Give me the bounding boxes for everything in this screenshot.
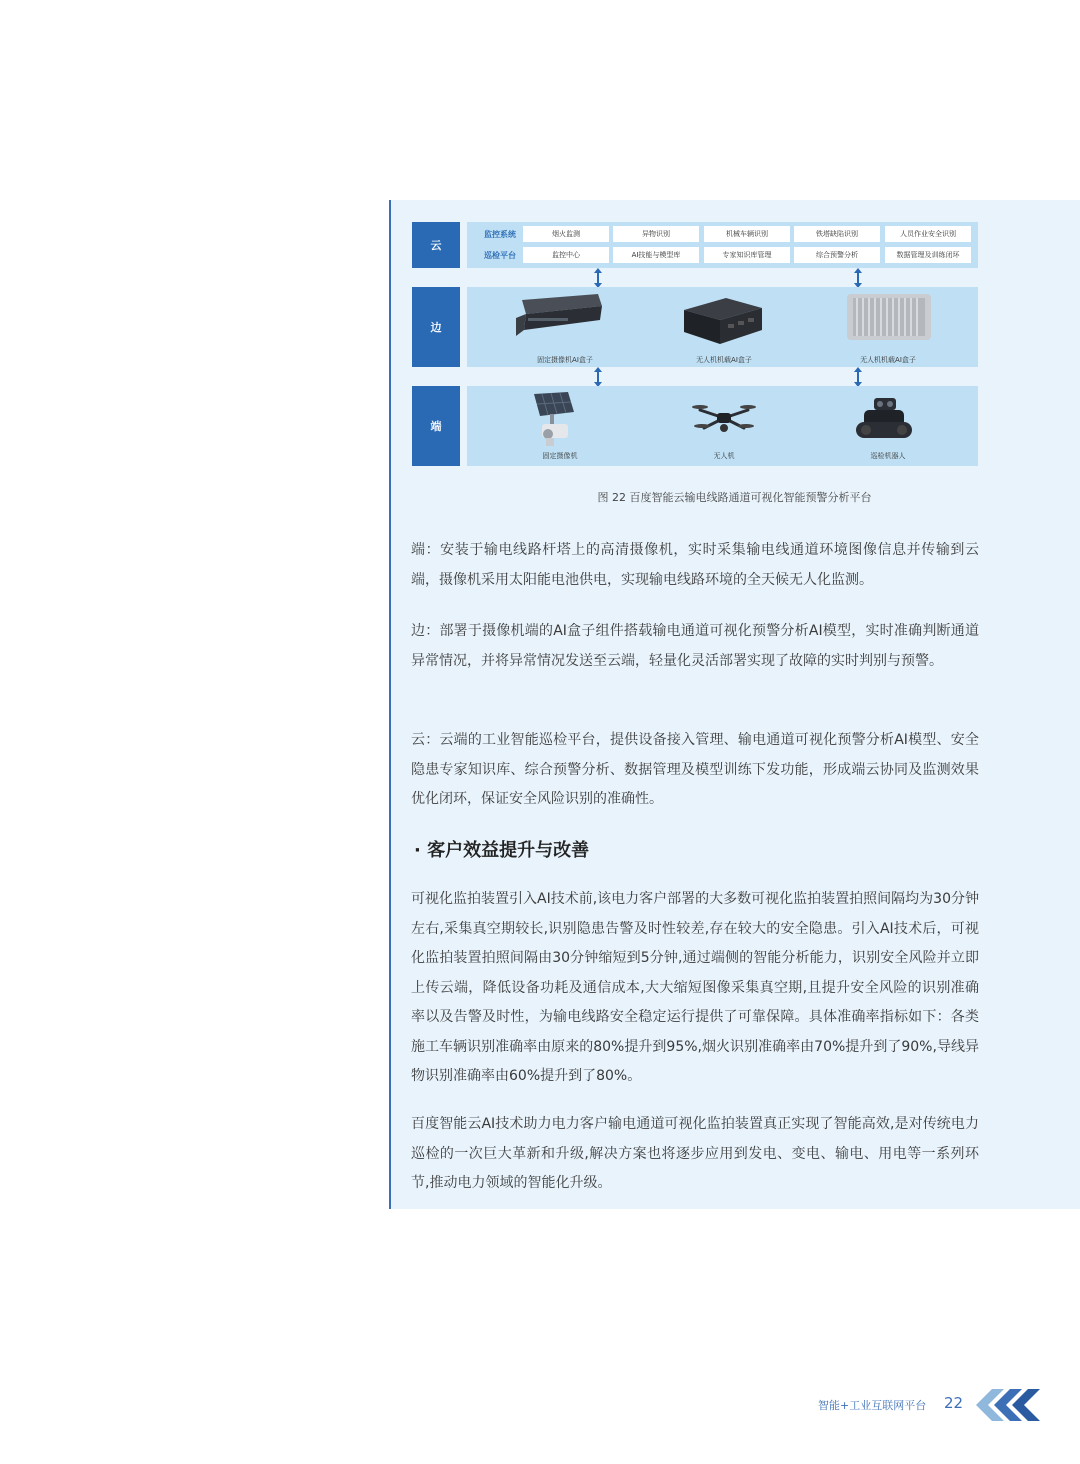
cloud-cell: 异物识别 (613, 226, 699, 242)
page-number: 22 (944, 1394, 964, 1412)
cloud-cell: 机械车辆识别 (704, 226, 790, 242)
edge-device-label: 无人机机载AI盒子 (696, 356, 752, 364)
aluminum-box-icon (843, 290, 935, 346)
paragraph-benefit: 可视化监拍装置引入AI技术前,该电力客户部署的大多数可视化监拍装置拍照间隔均为30分钟左右,采集真空期较长,识别隐患告警及时性较差,存在较大的安全隐患。引入AI技术后，可视化监拍装置拍照间隔由30分钟缩短到5分钟,通过端侧的智能分析能力，识别安全风险并立即上传云端，降低设备功耗及通信成本,大大缩短图像采集真空期,且提升安全风险的识别准确率以及告警及时性，为输电线路安全稳定运行提供了可靠保障。具体准确率指标如下：各类施工车辆识别准确率由原来的80%提升到95%,烟火识别准确率由70%提升到了90%,导线异物识别准确率由60%提升到了80%。 (411, 891, 979, 1084)
end-device-label: 固定摄像机 (542, 452, 578, 460)
tier-label-end: 端 (412, 386, 460, 466)
paragraph-end: 端：安装于输电线路杆塔上的高清摄像机，实时采集输电线通道环境图像信息并传输到云端，摄像机采用太阳能电池供电，实现输电线路环境的全天候无人化监测。 (411, 542, 979, 588)
section-title: · 客户效益提升与改善 (414, 840, 590, 861)
cloud-cell: 烟火监测 (523, 226, 609, 242)
double-arrow-icon (853, 367, 863, 387)
end-device-label: 无人机 (713, 452, 735, 460)
footer-label: 智能+工业互联网平台 (818, 1399, 927, 1412)
edge-device-label: 无人机机载AI盒子 (860, 356, 916, 364)
paragraph-conclusion: 百度智能云AI技术助力电力客户输电通道可视化监拍装置真正实现了智能高效,是对传统电力巡检的一次巨大革新和升级,解决方案也将逐步应用到发电、变电、输电、用电等一系列环节,推动电力领域的智能化升级。 (411, 1116, 979, 1191)
rack-server-icon (514, 292, 604, 348)
cloud-cell: 铁塔缺陷识别 (794, 226, 880, 242)
chevrons-logo-icon (976, 1389, 1052, 1421)
edge-box-icon (680, 294, 766, 348)
tier-label-cloud: 云 (412, 222, 460, 268)
edge-device-label: 固定摄像机AI盒子 (537, 356, 593, 364)
double-arrow-icon (853, 268, 863, 288)
cloud-cell: AI技能与模型库 (613, 247, 699, 263)
cloud-cell: 综合预警分析 (794, 247, 880, 263)
double-arrow-icon (593, 367, 603, 387)
solar-camera-icon (528, 390, 580, 448)
tier-label-edge: 边 (412, 287, 460, 367)
cloud-cell: 监控中心 (523, 247, 609, 263)
paragraph-edge: 边：部署于摄像机端的AI盒子组件搭载输电通道可视化预警分析AI模型，实时准确判断通道异常情况，并将异常情况发送至云端，轻量化灵活部署实现了故障的实时判别与预警。 (411, 623, 979, 669)
paragraph-cloud: 云：云端的工业智能巡检平台，提供设备接入管理、输电通道可视化预警分析AI模型、安全隐患专家知识库、综合预警分析、数据管理及模型训练下发功能，形成端云协同及监测效果优化闭环，保证安全风险识别的准确性。 (411, 732, 979, 807)
end-device-label: 巡检机器人 (870, 452, 906, 460)
cloud-row-label-monitor: 监控系统 (484, 229, 516, 239)
cloud-row-label-inspection: 巡检平台 (484, 250, 516, 260)
cloud-cell: 专家知识库管理 (704, 247, 790, 263)
drone-icon (690, 398, 758, 438)
figure-caption: 图 22 百度智能云输电线路通道可视化智能预警分析平台 (597, 491, 872, 504)
inspection-robot-icon (852, 394, 916, 442)
double-arrow-icon (593, 268, 603, 288)
cloud-cell: 数据管理及训练闭环 (885, 247, 971, 263)
cloud-cell: 人员作业安全识别 (885, 226, 971, 242)
